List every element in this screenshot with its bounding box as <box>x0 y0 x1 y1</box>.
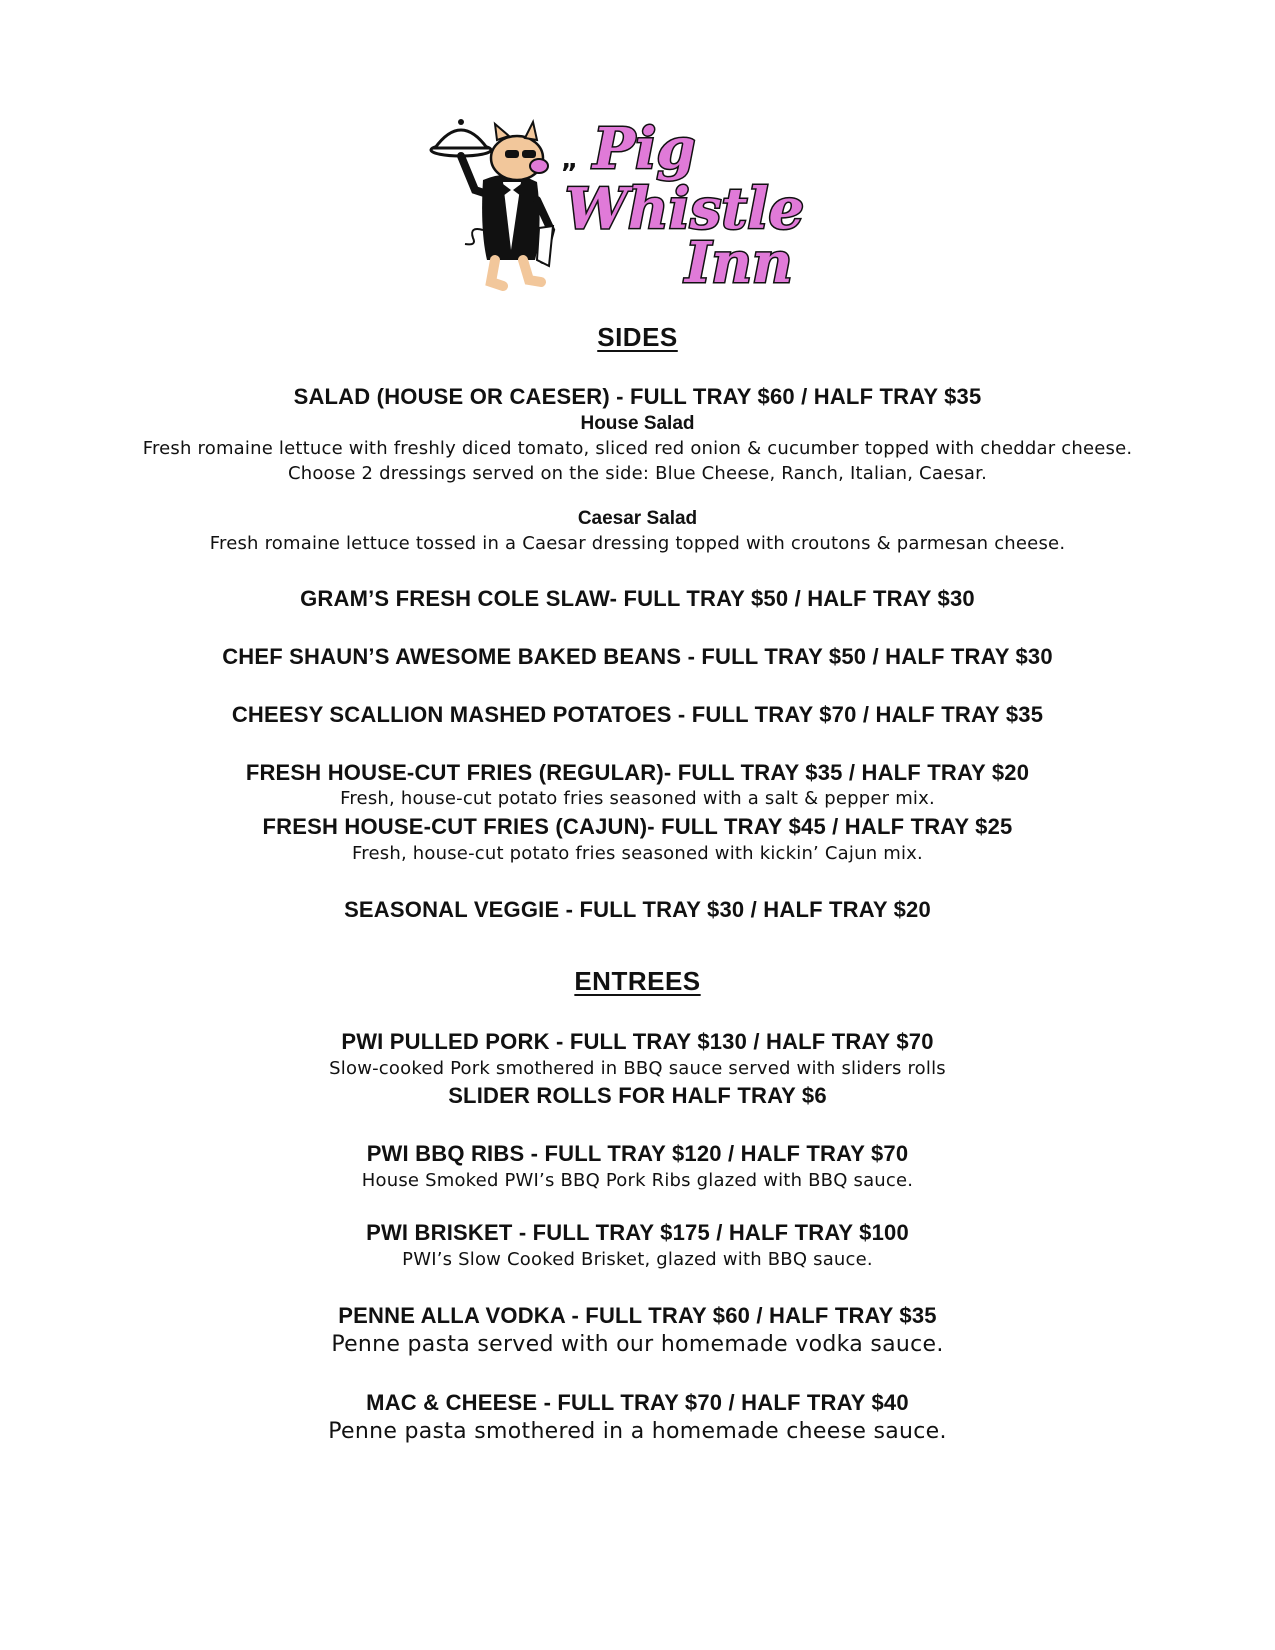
seasonal-veggie-title: SEASONAL VEGGIE - FULL TRAY $30 / HALF TRAY $20 <box>344 897 931 922</box>
fries-regular-title: FRESH HOUSE-CUT FRIES (REGULAR)- FULL TRAY $35 / HALF TRAY $20 <box>245 760 1030 785</box>
fries-cajun-title: FRESH HOUSE-CUT FRIES (CAJUN)- FULL TRAY $45 / HALF TRAY $25 <box>262 814 1013 839</box>
mashed-potatoes-title: CHEESY SCALLION MASHED POTATOES - FULL TRAY $70 / HALF TRAY $35 <box>231 702 1044 727</box>
logo-text-whistle: Whistle <box>565 176 805 242</box>
slider-rolls-note: SLIDER ROLLS FOR HALF TRAY $6 <box>448 1083 827 1108</box>
caesar-salad-label: Caesar Salad <box>577 508 698 529</box>
svg-text:„: „ <box>561 145 579 175</box>
sides-heading: SIDES <box>597 322 678 352</box>
pulled-pork-title: PWI PULLED PORK - FULL TRAY $130 / HALF TRAY $70 <box>341 1029 934 1054</box>
fries-regular-desc: Fresh, house-cut potato fries seasoned with a salt & pepper mix. <box>340 788 935 809</box>
mac-cheese-desc: Penne pasta smothered in a homemade cheese sauce. <box>328 1419 947 1444</box>
bbq-ribs-desc: House Smoked PWI’s BBQ Pork Ribs glazed with BBQ sauce. <box>361 1170 914 1191</box>
brisket-title: PWI BRISKET - FULL TRAY $175 / HALF TRAY $100 <box>366 1220 909 1245</box>
entrees-heading: ENTREES <box>574 966 701 996</box>
cole-slaw-title: GRAM’S FRESH COLE SLAW- FULL TRAY $50 / HALF TRAY $30 <box>300 586 975 611</box>
menu-content <box>40 0 1235 1650</box>
brisket-desc: PWI’s Slow Cooked Brisket, glazed with BBQ sauce. <box>402 1249 873 1270</box>
baked-beans-title: CHEF SHAUN’S AWESOME BAKED BEANS - FULL TRAY $50 / HALF TRAY $30 <box>222 644 1053 669</box>
bbq-ribs-title: PWI BBQ RIBS - FULL TRAY $120 / HALF TRAY $70 <box>366 1141 909 1166</box>
fries-cajun-desc: Fresh, house-cut potato fries seasoned with kickin’ Cajun mix. <box>352 843 923 864</box>
house-salad-desc-1: Fresh romaine lettuce with freshly diced tomato, sliced red onion & cucumber topped with cheddar cheese. <box>142 438 1133 459</box>
salad-title: SALAD (HOUSE OR CAESER) - FULL TRAY $60 / HALF TRAY $35 <box>293 384 982 409</box>
house-salad-desc-2: Choose 2 dressings served on the side: Blue Cheese, Ranch, Italian, Caesar. <box>287 463 988 484</box>
logo-text-pig: Pig <box>593 116 696 182</box>
penne-vodka-desc: Penne pasta served with our homemade vodka sauce. <box>331 1332 944 1357</box>
pulled-pork-desc: Slow-cooked Pork smothered in BBQ sauce served with sliders rolls <box>329 1058 946 1079</box>
house-salad-label: House Salad <box>580 413 695 434</box>
logo-text-inn: Inn <box>685 230 793 296</box>
caesar-salad-desc: Fresh romaine lettuce tossed in a Caesar dressing topped with croutons & parmesan cheese. <box>209 533 1066 554</box>
mac-cheese-title: MAC & CHEESE - FULL TRAY $70 / HALF TRAY $40 <box>366 1390 909 1415</box>
penne-vodka-title: PENNE ALLA VODKA - FULL TRAY $60 / HALF TRAY $35 <box>338 1303 937 1328</box>
